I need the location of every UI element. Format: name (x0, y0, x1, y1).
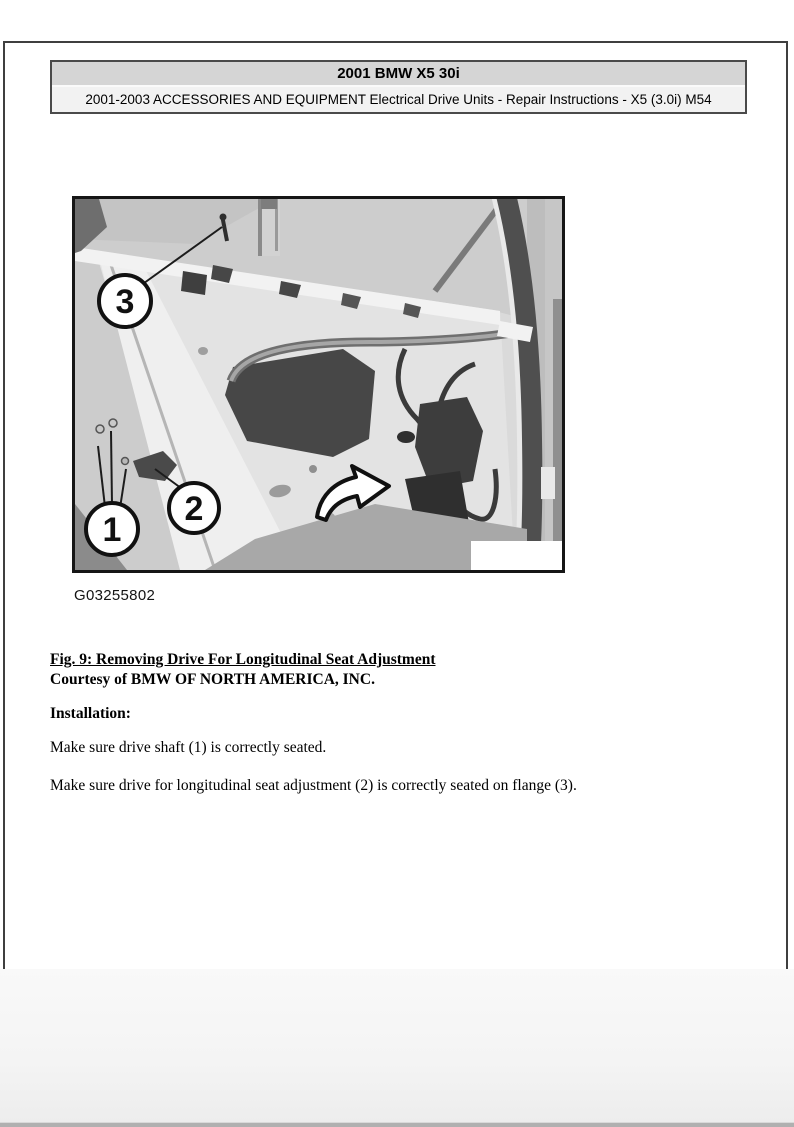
section-heading-installation: Installation: (50, 705, 131, 722)
door-panel-illustration (75, 199, 562, 570)
figure-caption (50, 650, 436, 689)
hinge-piece (181, 271, 207, 295)
figure-caption-title: Fig. 9: Removing Drive For Longitudinal Seat Adjustment (50, 651, 436, 668)
viewer-background-area (0, 969, 794, 1122)
pillar-notch (541, 467, 555, 499)
instruction-paragraph-1: Make sure drive shaft (1) is correctly seated. (50, 739, 327, 756)
svg-text:2: 2 (184, 490, 204, 528)
panel-hole-d (198, 347, 208, 355)
callout-2 (169, 483, 219, 533)
drive-shaft-stud-3 (122, 458, 129, 465)
panel-hole-e (309, 465, 317, 473)
callout-1 (86, 503, 138, 555)
figure-caption-credit: Courtesy of BMW OF NORTH AMERICA, INC. (50, 670, 375, 688)
drive-shaft-stud-2 (109, 419, 117, 427)
pillar-dark-edge (553, 299, 562, 570)
photo-white-patch (471, 541, 562, 570)
instruction-paragraph-2: Make sure drive for longitudinal seat adjustment (2) is correctly seated on flange (3). (50, 777, 577, 794)
vehicle-header-box (50, 60, 747, 114)
document-breadcrumb-subtitle: 2001-2003 ACCESSORIES AND EQUIPMENT Electrical Drive Units - Repair Instructions - X5 (3.0i) M54 (52, 87, 745, 112)
window-bottom-edge (0, 1122, 794, 1127)
figure-image-id: G03255802 (74, 587, 156, 604)
drive-shaft-stud-1 (96, 425, 104, 433)
panel-hole-a (397, 431, 415, 443)
window-divider-cap (261, 199, 277, 209)
svg-text:1: 1 (102, 511, 122, 549)
flange-bolt-head (220, 214, 227, 221)
callout-3 (99, 275, 151, 327)
figure-photo (72, 196, 565, 573)
vehicle-title: 2001 BMW X5 30i (52, 62, 745, 87)
svg-text:3: 3 (115, 283, 135, 321)
